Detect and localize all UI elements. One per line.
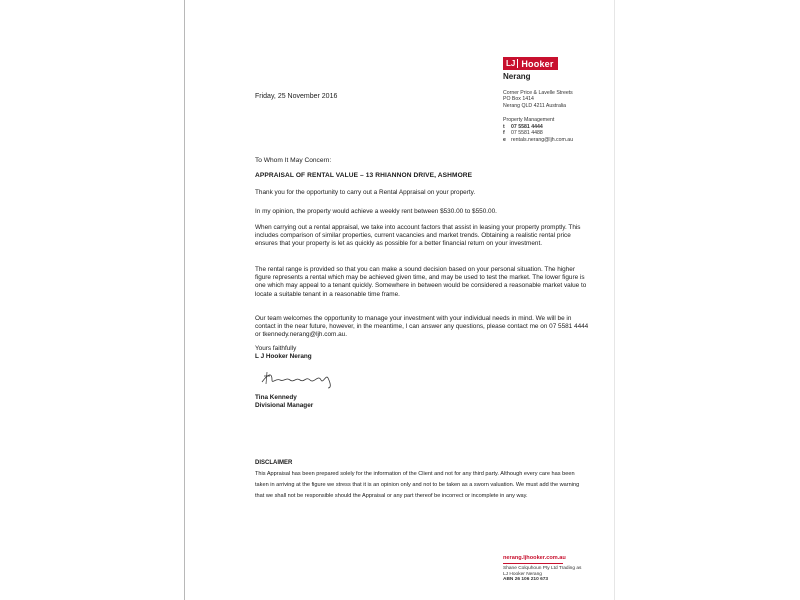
disclaimer-title: DISCLAIMER: [255, 460, 293, 466]
signer-block: [255, 394, 313, 411]
paragraph-thanks: Thank you for the opportunity to carry out a Rental Appraisal on your property.: [255, 189, 476, 196]
company-name: L J Hooker Nerang: [255, 353, 312, 361]
address-line: PO Box 1414: [503, 96, 534, 103]
footer-company-line: LJ Hooker Nerang: [503, 571, 542, 577]
footer-divider: [503, 563, 563, 564]
footer-trading-line: Shane Colquhoun Pty Ltd Trading as: [503, 566, 582, 571]
signer-title: Divisional Manager: [255, 402, 314, 410]
logo-lj-text: LJ: [503, 59, 518, 68]
paragraph-rent-range: In my opinion, the property would achieve a weekly rent between $530.00 to $550.00.: [255, 208, 497, 215]
fax-label: f: [503, 130, 505, 136]
handwritten-signature: [258, 368, 338, 390]
email-label: e: [503, 136, 506, 143]
email-row: [503, 137, 573, 144]
address-line: Corner Price & Lavelle Streets: [503, 90, 573, 96]
paragraph-range-explanation: The rental range is provided so that you can make a sound decision based on your personal situation. The higher figure represents a rental which may be achieved given time, and may be used to test the market. The lower figure is one which may appeal to a tenant quickly. Somewhere in between would be considered a reasonable market value to locate a suitable tenant in a reasonable time frame.: [255, 266, 587, 298]
contact-block: [503, 117, 573, 143]
footer-abn: ABN 26 106 210 673: [503, 577, 549, 583]
email-value[interactable]: rentals.nerang@ljh.com.au: [511, 136, 574, 143]
lj-hooker-logo: [503, 57, 558, 70]
letter-date: Friday, 25 November 2016: [255, 93, 338, 100]
paragraph-contact: Our team welcomes the opportunity to manage your investment with your individual needs in mind. We will be in contact in the near future, however, in the meantime, I can answer any questions, please contact me on 07 5581 4444 or tkennedy.nerang@ljh.com.au.: [255, 315, 589, 339]
paragraph-appraisal-method: When carrying out a rental appraisal, we take into account factors that assist in leasing your property promptly. This includes comparison of similar properties, current vacancies and market trends. Obtaining a realistic rental price ensures that your property is let as quickly as possible for a better financial return on your investment.: [255, 224, 581, 248]
closing: Yours faithfully: [255, 345, 297, 352]
address-line: Nerang QLD 4211 Australia: [503, 102, 567, 109]
signoff: [255, 345, 312, 362]
phone-label: t: [503, 123, 505, 130]
footer-website[interactable]: nerang.ljhooker.com.au: [503, 555, 566, 561]
disclaimer-text: This Appraisal has been prepared solely for the information of the Client and not for any third party. Although every care has been taken in arriving at the figure we stress that it is an opinion only and not to be taken as a sworn valuation. We must add the warning that we shall not be responsible should the Appraisal or any part thereof be incorrect or incomplete in any way.: [255, 471, 580, 499]
logo-hooker-text: Hooker: [521, 58, 554, 69]
phone-value[interactable]: 07 5581 4444: [511, 123, 543, 130]
salutation: To Whom It May Concern:: [255, 157, 332, 164]
page-right-edge: [614, 0, 615, 600]
footer-company-info: [503, 566, 581, 583]
office-address: [503, 90, 573, 109]
page-left-edge: [184, 0, 185, 600]
signer-name: Tina Kennedy: [255, 394, 297, 401]
department-label: Property Management: [503, 117, 555, 123]
office-name: Nerang: [503, 72, 531, 81]
letter-subject: APPRAISAL OF RENTAL VALUE – 13 RHIANNON DRIVE, ASHMORE: [255, 172, 473, 179]
fax-value: 07 5581 4488: [511, 130, 543, 136]
